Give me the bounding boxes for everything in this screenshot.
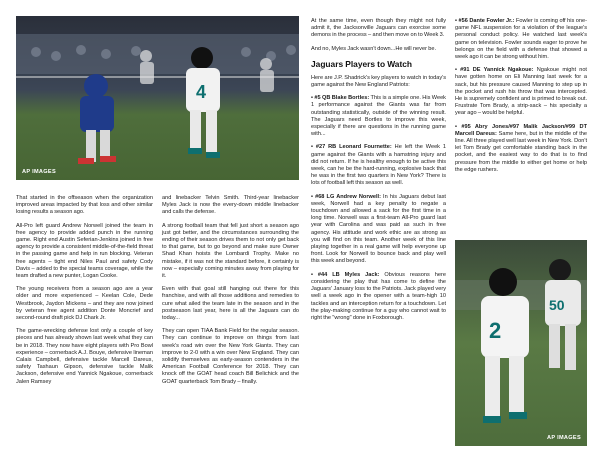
paragraph: That started in the offseason when the organization improved areas impacted by that loss and other similar losing results a season ago. [16,195,153,216]
player-entry [455,67,587,117]
player-name: • #5 QB Blake Bortles: [311,95,370,102]
svg-text:50: 50 [549,297,565,313]
photo-credit: AP IMAGES [547,435,581,441]
game-photo-right-art [455,240,587,446]
player-entry [455,18,587,61]
player-note: Ngakoue might not have gotten home on Eli Manning last week for a sack, but his pressure caused Manning to step up in the pocket and rush his throw that was intercepted. He is supremely confident and is primed to break out. Frustrate Tom Brady, a strip-sack – his specialty a year ago – would be helpful. [455,67,587,117]
player-name: • #56 Dante Fowler Jr.: [455,18,515,24]
section-heading: Jaguars Players to Watch [311,58,413,69]
svg-text:2: 2 [489,318,502,343]
paragraph: Even with that goal still hanging out there for this franchise, and with all those additions and remedies to cure what ailed the team late in the season and in the postseason last year, here is all the Jaguars can do today... [162,286,299,322]
article-column-4 [455,18,587,180]
player-note: Same here, but in the middle of the line. All three played well last week in New York. Don't let Tom Brady get comfortable standing back in the pocket, and the easiest way to do that is to find pressure from the middle to either get home or help the edge rushers. [455,130,587,173]
player-name: • #91 DE Yannick Ngakoue: [455,67,534,74]
article-column-3 [311,18,446,328]
paragraph: At the same time, even though they might not fully admit it, the Jacksonville Jaguars can exorcise some demons in the process – and then move on to Week 3. [311,18,446,39]
game-photo-left [16,16,299,180]
photo-credit: AP IMAGES [22,169,56,175]
article-column-1 [16,195,153,392]
paragraph: And no, Myles Jack wasn't down...He will never be. [311,45,437,52]
player-name: • #68 LG Andrew Norwell: [311,193,381,200]
game-photo-left-art [16,16,299,180]
player-entry [311,95,446,138]
player-entry [311,272,446,322]
player-entry [311,194,446,266]
player-note: This is a simple one. His Week 1 performance against the Giants was far from outstanding statistically, outside of the winning result. The Jaguars need Bortles to improve this week, especially if there are questions in the running game with... [311,95,446,138]
player-note: Obvious reasons here considering the play that has come to define the Jaguars' January loss to the Patriots. Jack played very well a week ago in the opener with a team-high 10 tackles and an interception return for a touchdown. Let the play-making continue for a guy who cannot wait to right the "wrong" done in Foxborough. [311,271,446,321]
player-note: In his Jaguars debut last week, Norwell had a key penalty to negate a touchdown and allowed a sack for the first time in a long time. Norwell was a first-team All-Pro guard last year with Carolina and was paid as such in free agency. His attitude and work ethic are as strong as you will find on this team. Another week of this line playing together in a real game will help everyone up front. Look for Norwell to bounce back and play well this week and beyond. [311,193,446,265]
paragraph: The game-wrecking defense lost only a couple of key pieces and has already shown last week what they can be in 2018. They now have eight players with Pro Bowl experience – cornerback A.J. Bouye, defensive lineman Calais Campbell, defensive tackle Marcell Dareus, safety Tashaun Gipson, defensive tackle Malik Jackson, defensive end Yannick Ngakoue, cornerback Jalen Ramsey [16,328,153,385]
paragraph: A strong football team that fell just short a season ago just got better, and the circumstances surrounding the ending of their season drives them to not only get back to that game, but to go beyond and make sure Owner Shad Khan hoists the Lombardi Trophy. Make no mistake, if it was not the standard before, it certainly is now – especially coming minutes away from playing for it. [162,222,299,280]
player-entry [455,124,587,174]
paragraph: Here are J.P. Shadrick's key players to watch in today's game against the New England Patriots: [311,74,446,89]
paragraph: and linebacker Telvin Smith. Third-year linebacker Myles Jack is now the every-down middle linebacker and calls the defense. [162,195,299,216]
player-name: • #44 LB Myles Jack: [311,271,380,278]
player-entry [311,144,446,187]
player-name: • #27 RB Leonard Fournette: [311,144,392,151]
player-note: Fowler is coming off his one-game NFL suspension for a violation of the league's personal conduct policy. He watched last week's game on television. Fowler sounds eager to prove he belongs on the field with a defense that showed a week ago it can be strong without him. [455,18,587,61]
paragraph: They can open TIAA Bank Field for the regular season. They can continue to improve on things from last week's road win over the New York Giants. They can improve to 2-0 with a win over New England. They can solidify themselves as early-season contenders in the American Football Conference for 2018. They can knock off the GOAT head coach Bill Belichick and the GOAT quarterback Tom Brady – finally. [162,328,299,385]
player-note: He left the Week 1 game against the Giants with a hamstring injury and did not return. If he is healthy enough to be active this week, can he be the hard-running, explosive back that he was in the first two quarters in New York? There is lots of football left this season as well. [311,144,447,187]
paragraph: All-Pro left guard Andrew Norwell joined the team in free agency to provide added punch in the running game. Right end Austin Seferian-Jenkins joined in free agency to provide a consistent middle-of-the-field threat in the passing game and help in run blocking. Veteran free agents – tight end Niles Paul and safety Cody Davis – added to the special teams coverage, while the team drafted a new punter, Logan Cooke. [16,222,153,280]
player-name: • #95 Abry Jones/#97 Malik Jackson/#99 DT Marcell Dareus: [455,123,587,137]
paragraph: The young receivers from a season ago are a year older and more experienced – Keelan Cole, Dede Westbrook, Jaydon Mickens – and they are now joined by veteran free agent addition Donte Moncrief and second-round draft pick DJ Chark Jr. [16,286,153,322]
svg-text:4: 4 [196,82,207,102]
game-photo-right [455,240,587,446]
article-column-2 [162,195,299,392]
